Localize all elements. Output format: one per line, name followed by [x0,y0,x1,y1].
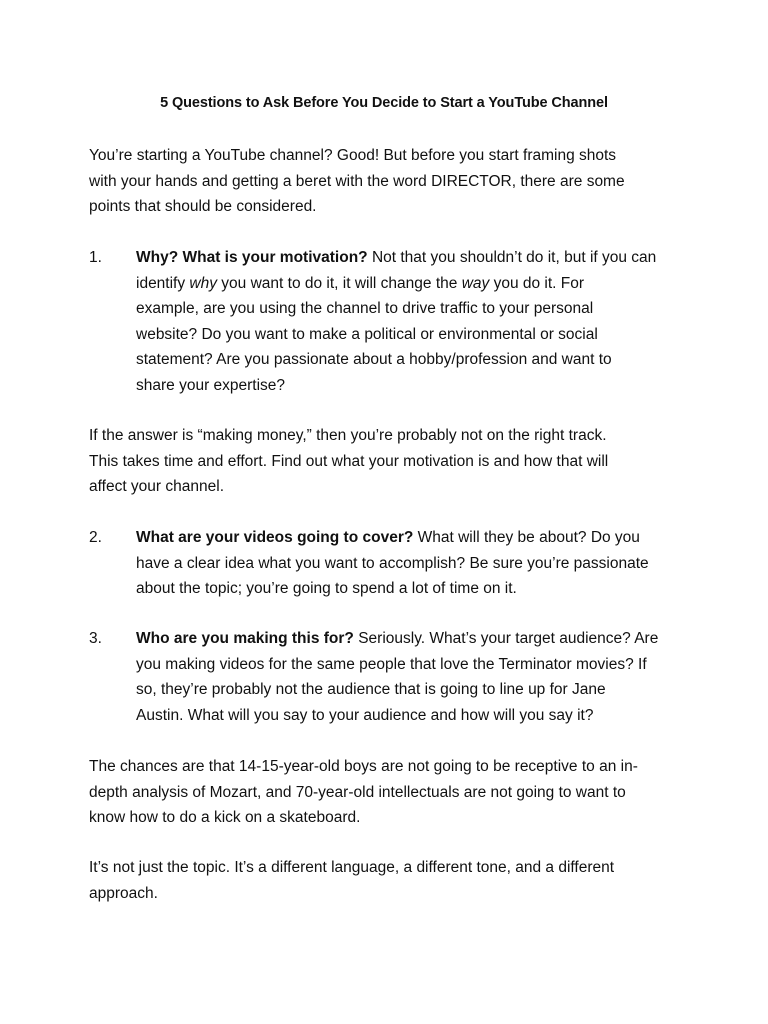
chances-paragraph [89,754,689,831]
text-run: you want to do it, it will change the [217,274,462,292]
text-line [136,626,686,652]
text-line [136,245,686,271]
list-number: 3. [89,630,102,647]
text-line: example, are you using the channel to drive traffic to your personal [136,300,594,318]
list-item-body [136,626,686,728]
text-line: statement? Are you passionate about a hobby/profession and want to [136,351,612,369]
emphasis-text: why [189,274,217,292]
text-line: If the answer is “making money,” then you’re probably not on the right track. [89,427,607,444]
text-line: It’s not just the topic. It’s a different language, a different tone, and a different [89,859,615,876]
list-item-body [136,245,686,399]
text-run: Not that you shouldn’t do it, but if you can [367,249,657,266]
text-line: with your hands and getting a beret with the word DIRECTOR, there are some [89,172,625,190]
text-line: website? Do you want to make a political or environmental or social [136,325,598,343]
text-line: share your expertise? [136,376,286,394]
text-line: affect your channel. [89,478,224,496]
text-line: about the topic; you’re going to spend a lot of time on it. [136,580,517,598]
text-line [136,525,686,551]
intro-paragraph [89,143,689,220]
closing-paragraph [89,855,689,906]
list-number: 2. [89,529,102,546]
text-run: identify [136,274,190,292]
motivation-paragraph [89,423,689,500]
text-line: The chances are that 14-15-year-old boys are not going to be receptive to an in- [89,758,638,775]
text-line: you making videos for the same people that love the Terminator movies? If [136,655,647,673]
text-line: depth analysis of Mozart, and 70-year-old intellectuals are not going to want to [89,783,626,801]
document-title: 5 Questions to Ask Before You Decide to Start a YouTube Channel [160,95,608,111]
item-heading: Who are you making this for? [136,630,354,647]
item-heading: What are your videos going to cover? [136,529,414,546]
emphasis-text: way [461,274,490,292]
text-line: so, they’re probably not the audience that is going to line up for Jane [136,681,606,699]
text-line: Austin. What will you say to your audience and how will you say it? [136,706,594,724]
text-line: approach. [89,884,158,902]
text-run: you do it. For [489,274,585,292]
list-number: 1. [89,249,102,266]
text-line: points that should be considered. [89,198,317,216]
text-line: This takes time and effort. Find out what your motivation is and how that will [89,452,609,470]
text-line: have a clear idea what you want to accomplish? Be sure you’re passionate [136,554,649,572]
item-heading: Why? What is your motivation? [136,249,368,266]
text-run: Seriously. What’s your target audience? Are [353,630,659,647]
text-line: You’re starting a YouTube channel? Good! But before you start framing shots [89,147,617,164]
text-run: What will they be about? Do you [413,529,640,546]
text-line: know how to do a kick on a skateboard. [89,809,361,827]
text-line [136,271,686,297]
list-item-body [136,525,686,602]
